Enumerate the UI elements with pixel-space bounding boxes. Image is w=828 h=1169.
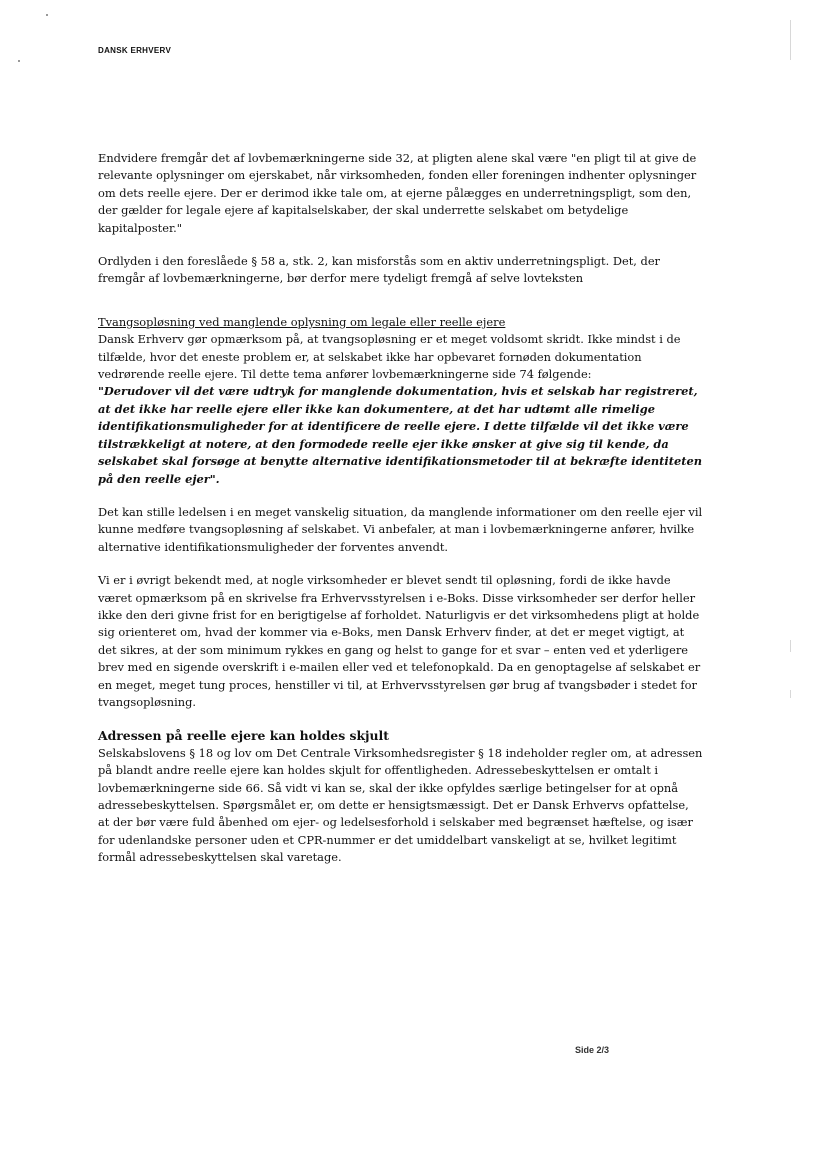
paragraph: Ordlyden i den foreslåede § 58 a, stk. 2, kan misforstås som en aktiv underretningspligt. Det, der fremgår af lovbemærkningerne, bør derfor mere tydeligt fremgå af selve lovteksten (98, 254, 661, 286)
document-body (98, 150, 703, 883)
letterhead: DANSK ERHVERV (98, 46, 172, 55)
paragraph: Selskabslovens § 18 og lov om Det Centrale Virksomhedsregister § 18 indeholder regler om, at adressen på blandt andre reelle ejere kan holdes skjult for offentligheden. Adressebeskyttelsen er omtalt i lovbemærkningerne side 66. Så vidt vi kan se, skal der ikke opfyldes særlige betingelser for at opnå adressebeskyttelsen. Spørgsmålet er, om dette er hensigtsmæssigt. Det er Dansk Erhvervs opfattelse, at der bør være fuld åbenhed om ejer- og ledelsesforhold i selskaber med begrænset hæftelse, og især for udenlandske personer uden et CPR-nummer er det umiddelbart vanskeligt at se, hvilket legitimt formål adressebeskyttelsen skal varetage. (98, 745, 703, 865)
quote: "Derudover vil det være udtryk for manglende dokumentation, hvis et selskab har registreret, at det ikke har reelle ejere eller ikke kan dokumentere, at det har udtømt alle rimelige identifikationsmuligheder for at identificere de reelle ejere. I dette tilfælde vil det ikke være tilstrækkeligt at notere, at den formodede reelle ejer ikke ønsker at give sig til kende, da selskabet skal forsøge at benytte alternative identifikationsmetoder til at bekræfte identiteten på den reelle ejer". (98, 384, 702, 486)
paragraph: Endvidere fremgår det af lovbemærkningerne side 32, at pligten alene skal være "en pligt til at give de relevante oplysninger om ejerskabet, når virksomheden, fonden eller foreningen indhenter oplysninger om dets reelle ejere. Der er derimod ikke tale om, at ejerne pålægges en underretningspligt, som den, der gælder for legale ejere af kapitalselskaber, der skal underrette selskabet om betydelige kapitalposter." (98, 151, 697, 235)
right-margin-mark (790, 640, 791, 652)
section-heading: Tvangsopløsning ved manglende oplysning om legale eller reelle ejere (98, 314, 506, 329)
paragraph: Det kan stille ledelsen i en meget vanskelig situation, da manglende informationer om den reelle ejer vil kunne medføre tvangsopløsning af selskabet. Vi anbefaler, at man i lovbemærkningerne anfører, hvilke alternative identifikationsmuligheder der forventes anvendt. (98, 504, 703, 554)
section-heading: Adressen på reelle ejere kan holdes skjult (98, 728, 389, 744)
scan-speck (46, 14, 48, 16)
paragraph: Dansk Erhverv gør opmærksom på, at tvangsopløsning er et meget voldsomt skridt. Ikke mindst i de tilfælde, hvor det eneste problem er, at selskabet ikke har opbevaret fornøden dokumentation vedrørende reelle ejere. Til dette tema anfører lovbemærkningerne side 74 følgende: (98, 332, 681, 382)
page-number: Side 2/3 (575, 1045, 610, 1055)
scan-speck (18, 60, 20, 62)
right-margin-mark (790, 690, 791, 698)
right-margin-mark (790, 20, 791, 60)
section-adresse (98, 727, 703, 866)
section-tvangsoploesning (98, 314, 703, 488)
paragraph: Vi er i øvrigt bekendt med, at nogle virksomheder er blevet sendt til opløsning, fordi de ikke havde været opmærksom på en skrivelse fra Erhvervsstyrelsen i e-Boks. Disse virksomheder ser derfor heller ikke den deri givne frist for en berigtigelse af forholdet. Naturligvis er det virksomhedens pligt at holde sig orienteret om, hvad der kommer via e-Boks, men Dansk Erhverv finder, at det er meget vigtigt, at det sikres, at der som minimum rykkes en gang og helst to gange for et svar – enten ved et yderligere brev med en sigende overskrift i e-mailen eller ved et telefonopkald. Da en genoptagelse af selskabet er en meget, meget tung proces, henstiller vi til, at Erhvervsstyrelsen gør brug af tvangsbøder i stedet for tvangsopløsning. (98, 573, 701, 709)
